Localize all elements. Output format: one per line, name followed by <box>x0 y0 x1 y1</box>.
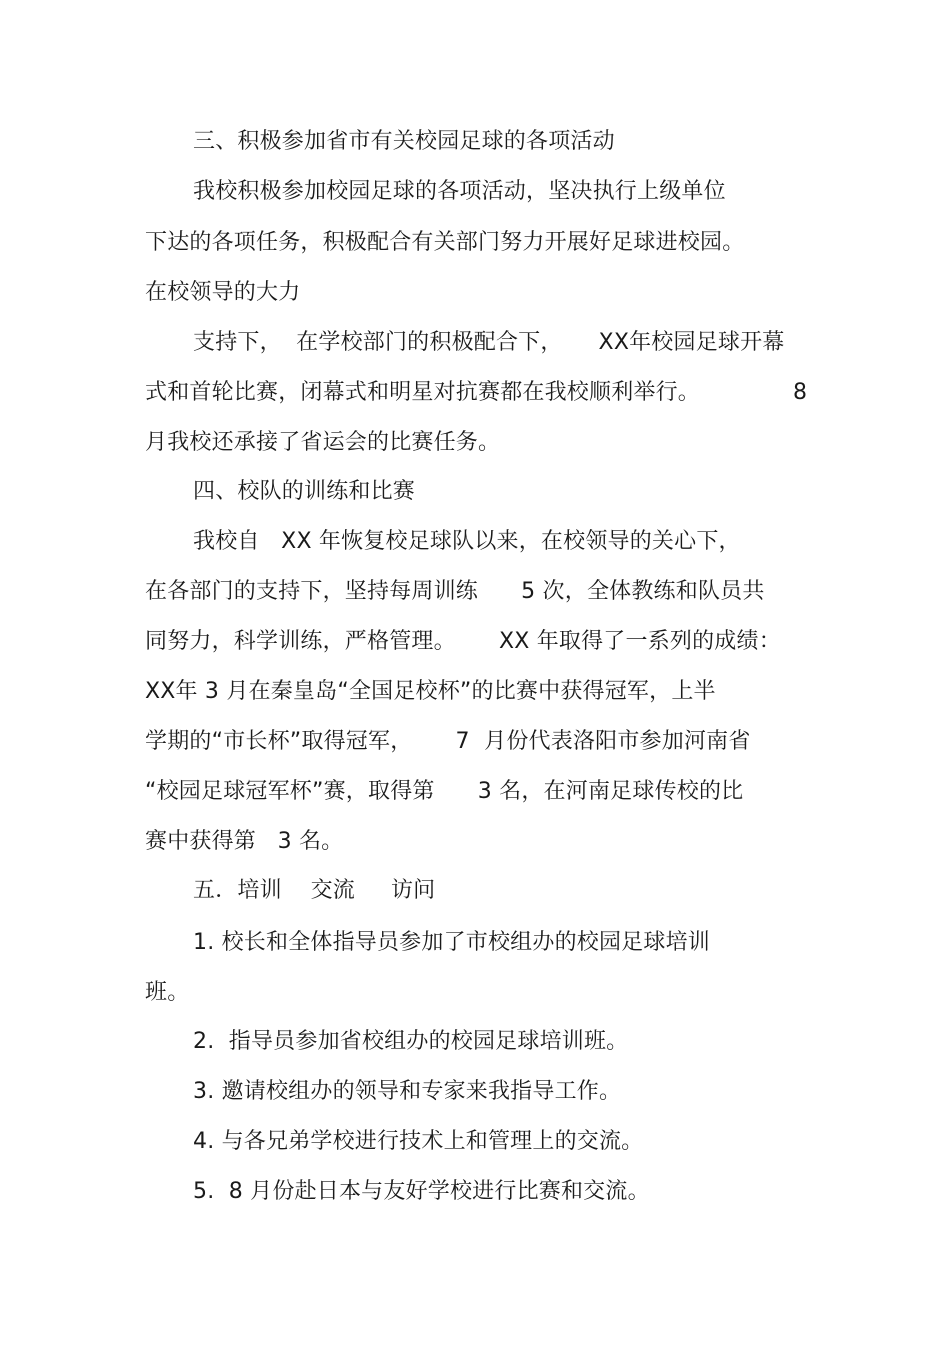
list-item: 2. 指导员参加省校组办的校园足球培训班。 <box>193 1029 629 1054</box>
paragraph-line: 学期的“市长杯”取得冠军， 7 月份代表洛阳市参加河南省 <box>145 729 751 754</box>
list-item: 3. 邀请校组办的领导和专家来我指导工作。 <box>193 1079 622 1104</box>
paragraph-line: 赛中获得第 3 名。 <box>145 829 344 854</box>
paragraph-line: 我校积极参加校园足球的各项活动，坚决执行上级单位 <box>193 179 726 204</box>
paragraph-line: “校园足球冠军杯”赛，取得第 3 名，在河南足球传校的比 <box>145 779 744 804</box>
paragraph-line: 我校自 XX 年恢复校足球队以来，在校领导的关心下， <box>193 529 741 554</box>
paragraph-line: 月我校还承接了省运会的比赛任务。 <box>145 430 501 455</box>
paragraph-number-fragment: 8 <box>793 380 808 405</box>
section-heading-3: 三、积极参加省市有关校园足球的各项活动 <box>193 129 615 154</box>
paragraph-line: 同努力，科学训练，严格管理。 XX 年取得了一系列的成绩： <box>145 629 781 654</box>
section-heading-4: 四、校队的训练和比赛 <box>193 479 416 504</box>
list-item-continuation: 班。 <box>145 980 190 1005</box>
list-item: 5. 8 月份赴日本与友好学校进行比赛和交流。 <box>193 1179 650 1204</box>
list-item: 4. 与各兄弟学校进行技术上和管理上的交流。 <box>193 1129 644 1154</box>
paragraph-line: 式和首轮比赛，闭幕式和明星对抗赛都在我校顺利举行。 <box>145 380 701 405</box>
paragraph-line: 支持下， 在学校部门的积极配合下， XX年校园足球开幕 <box>193 330 785 355</box>
section-heading-5: 五．培训 交流 访问 <box>193 878 436 903</box>
list-item: 1. 校长和全体指导员参加了市校组办的校园足球培训 <box>193 930 710 955</box>
paragraph-line: 在各部门的支持下，坚持每周训练 5 次，全体教练和队员共 <box>145 579 765 604</box>
paragraph-line: 在校领导的大力 <box>145 280 301 305</box>
paragraph-line: 下达的各项任务，积极配合有关部门努力开展好足球进校园。 <box>145 230 745 255</box>
paragraph-line: XX年 3 月在秦皇岛“全国足校杯”的比赛中获得冠军，上半 <box>145 679 716 704</box>
